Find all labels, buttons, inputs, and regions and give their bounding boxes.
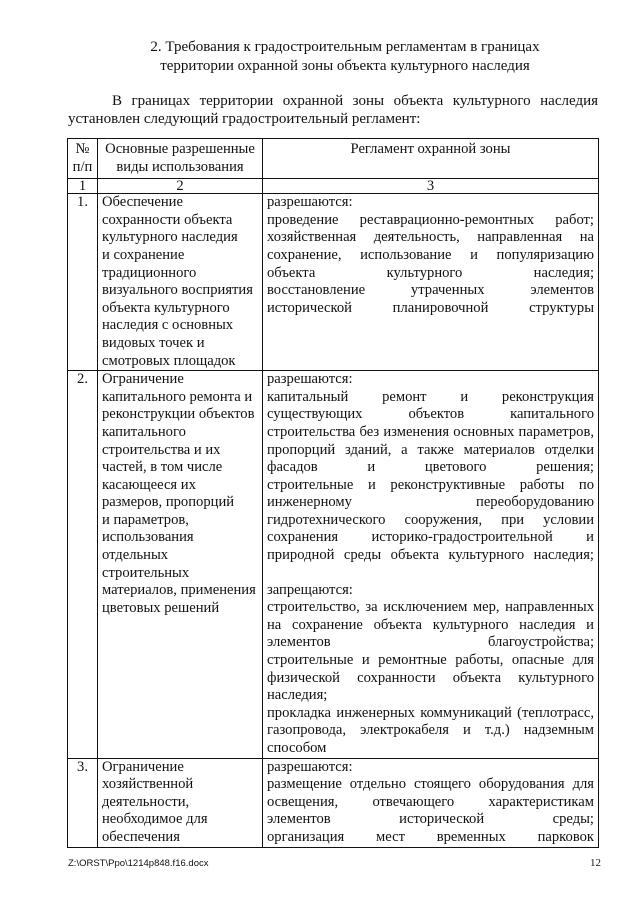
row-regulation xyxy=(263,194,599,371)
table-row xyxy=(68,194,599,371)
allowed-item: размещение отдельно стоящего оборудования для освещения, отвечающего характеристикам элементов исторической среды; xyxy=(267,776,594,828)
row-uses: Обеспечение сохранности объекта культурного наследия и сохранение традиционного визуального восприятия объекта культурного наследия с основных видовых точек и смотровых площадок xyxy=(98,194,263,371)
regulation-table xyxy=(67,138,599,848)
forbidden-item: прокладка инженерных коммуникаций (теплотрасс, газопровода, электрокабеля и т.д.) надземным способом xyxy=(267,704,594,756)
spacer xyxy=(267,565,594,582)
heading-line-2: территории охранной зоны объекта культурного наследия xyxy=(160,58,530,74)
allowed-item: восстановление утраченных элементов исторической планировочной структуры xyxy=(267,282,594,316)
allowed-item: строительные и реконструктивные работы по инженерному переоборудованию гидротехнического сооружения, при условии сохранения историко-градостроительной и природной среды объекта культурного наследия; xyxy=(267,476,594,564)
allowed-title: разрешаются: xyxy=(267,371,353,388)
allowed-item: хозяйственная деятельность, направленная на сохранение, использование и популяризацию объекта культурного наследия; xyxy=(267,229,594,281)
forbidden-title: запрещаются: xyxy=(267,581,353,598)
row-regulation xyxy=(263,371,599,758)
column-number-row xyxy=(68,179,599,194)
header-num: № п/п xyxy=(68,139,98,179)
intro-line-2: установлен следующий градостроительный регламент: xyxy=(68,111,421,127)
column-number: 1 xyxy=(68,179,98,194)
allowed-title: разрешаются: xyxy=(267,758,353,775)
intro-line-1: В границах территории охранной зоны объекта культурного наследия xyxy=(112,93,598,109)
table-header-row xyxy=(68,139,599,179)
forbidden-item: строительство, за исключением мер, направленных на сохранение объекта культурного наследия и элементов благоустройства; xyxy=(267,599,594,651)
column-number: 3 xyxy=(263,179,599,194)
row-regulation xyxy=(263,758,599,847)
header-regulation: Регламент охранной зоны xyxy=(263,139,599,179)
row-number: 3. xyxy=(68,758,98,847)
row-number: 1. xyxy=(68,194,98,371)
heading-line-1: 2. Требования к градостроительным регламентам в границах xyxy=(150,39,540,55)
column-number: 2 xyxy=(98,179,263,194)
footer-file-path: Z:\ORST\Ppo\1214p848.f16.docx xyxy=(68,858,209,869)
forbidden-item: строительные и ремонтные работы, опасные для физической сохранности объекта культурного наследия; xyxy=(267,652,594,704)
table-row xyxy=(68,371,599,758)
row-uses: Ограничение капитального ремонта и реконструкции объектов капитального строительства и их частей, в том числе касающееся их размеров, пропорций и параметров, использования отдельных строительных материалов, применения цветовых решений xyxy=(98,371,263,758)
row-number: 2. xyxy=(68,371,98,758)
row-uses: Ограничение хозяйственной деятельности, необходимое для обеспечения xyxy=(98,758,263,847)
footer-page-number: 12 xyxy=(590,857,601,869)
allowed-item: капитальный ремонт и реконструкция существующих объектов капитального строительства без изменения основных параметров, пропорций зданий, а также материалов отделки фасадов и цветового решения; xyxy=(267,388,594,476)
header-uses: Основные разрешенные виды использования xyxy=(98,139,263,179)
allowed-item: организация мест временных парковок xyxy=(267,828,594,845)
intro-paragraph xyxy=(68,92,598,128)
section-heading xyxy=(110,38,580,76)
table-row xyxy=(68,758,599,847)
allowed-item: проведение реставрационно-ремонтных работ; xyxy=(267,211,594,228)
allowed-title: разрешаются: xyxy=(267,194,353,211)
